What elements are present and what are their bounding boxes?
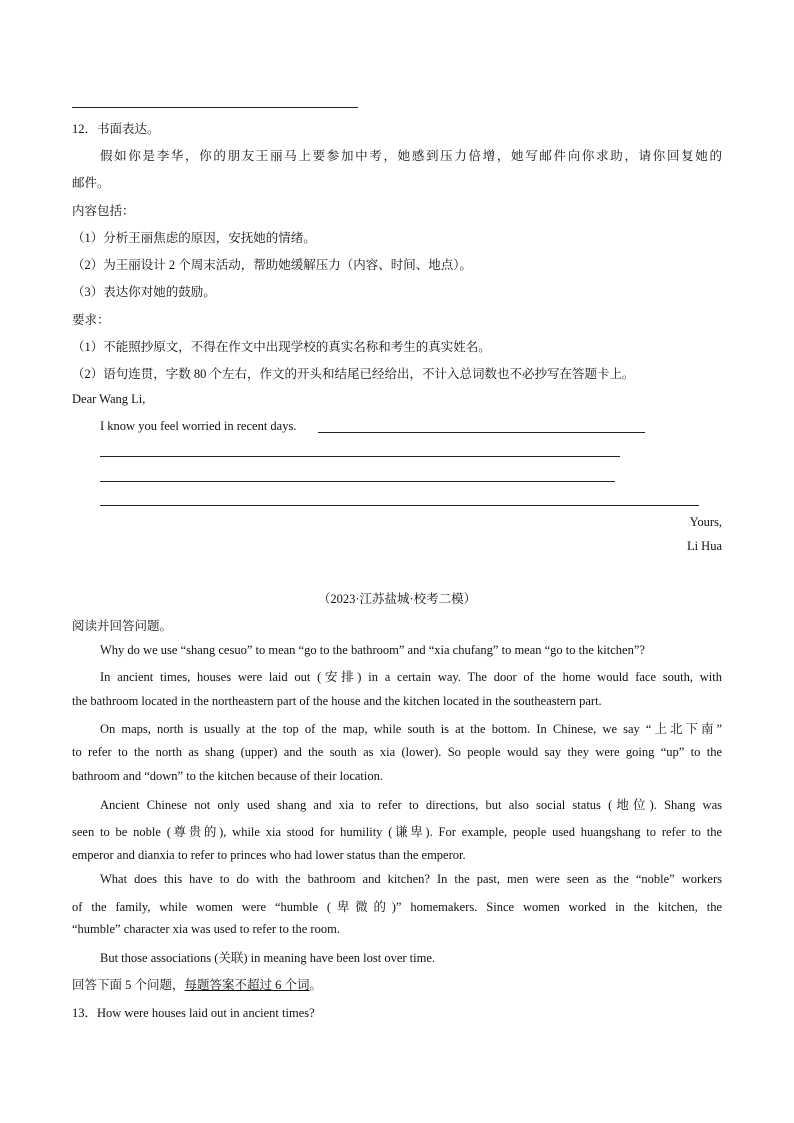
passage-p4-line1: Ancient Chinese not only used shang and xia to refer to directions, but also social status (地位). Shang was	[100, 798, 722, 812]
letter-first-line: I know you feel worried in recent days.	[100, 419, 297, 433]
writing-line-4	[100, 505, 699, 506]
passage-p2-line1: In ancient times, houses were laid out (安排) in a certain way. The door of the home would face south, with	[100, 670, 722, 684]
top-answer-line	[72, 107, 358, 108]
letter-greeting: Dear Wang Li,	[72, 392, 146, 406]
answer-instruction-limit: 每题答案不超过 6 个词	[184, 978, 310, 992]
answer-instruction-suffix: 。	[309, 978, 323, 992]
passage-p3-line1: On maps, north is usually at the top of the map, while south is at the bottom. In Chinese, we say “上北下南”	[100, 722, 722, 736]
content-heading: 内容包括：	[72, 204, 135, 218]
q12-prompt-line1: 假如你是李华，你的朋友王丽马上要参加中考，她感到压力倍增，她写邮件向你求助，请你回复她的	[100, 149, 722, 163]
question-13: 13．How were houses laid out in ancient times?	[72, 1006, 315, 1020]
question-12-number: 12．书面表达。	[72, 122, 160, 136]
letter-closing: Yours,	[689, 515, 722, 529]
passage-p2-line2: the bathroom located in the northeastern part of the house and the kitchen located in the southeastern part.	[72, 694, 602, 708]
requirement-item-1: （1）不能照抄原文，不得在作文中出现学校的真实名称和考生的真实姓名。	[72, 340, 491, 354]
passage-p3-line3: bathroom and “down” to the kitchen because of their location.	[72, 769, 384, 783]
requirement-item-2: （2）语句连贯，字数 80 个左右，作文的开头和结尾已经给出，不计入总词数也不必抄写在答题卡上。	[72, 367, 635, 381]
letter-signature: Li Hua	[686, 539, 722, 553]
writing-line-2	[100, 456, 620, 457]
passage-p4-line3: emperor and dianxia to refer to princes who had lower status than the emperor.	[72, 848, 466, 862]
passage-p3-line2: to refer to the north as shang (upper) and the south as xia (lower). So people would say they were going “up” to the	[72, 745, 722, 759]
passage-p1: Why do we use “shang cesuo” to mean “go to the bathroom” and “xia chufang” to mean “go to the kitchen”?	[100, 643, 645, 657]
passage-p6: But those associations (关联) in meaning have been lost over time.	[100, 951, 435, 965]
requirements-heading: 要求：	[72, 313, 110, 327]
answer-instruction-prefix: 回答下面 5 个问题，	[72, 978, 185, 992]
content-item-2: （2）为王丽设计 2 个周末活动，帮助她缓解压力（内容、时间、地点）。	[72, 258, 473, 272]
passage-p4-line2: seen to be noble (尊贵的), while xia stood for humility (谦卑). For example, people used huangshang to refer to the	[72, 825, 722, 839]
writing-line-3	[100, 481, 615, 482]
reading-instruction: 阅读并回答问题。	[72, 619, 173, 633]
reading-source: （2023·江苏盐城·校考二模）	[317, 592, 477, 606]
q12-prompt-line2: 邮件。	[72, 176, 110, 190]
passage-p5-line3: “humble” character xia was used to refer to the room.	[72, 922, 340, 936]
answer-instruction	[72, 975, 322, 993]
content-item-3: （3）表达你对她的鼓励。	[72, 285, 216, 299]
writing-line-1	[318, 432, 645, 433]
content-item-1: （1）分析王丽焦虑的原因，安抚她的情绪。	[72, 231, 316, 245]
passage-p5-line2: of the family, while women were “humble (卑微的)” homemakers. Since women worked in the kitchen, the	[72, 900, 722, 914]
passage-p5-line1: What does this have to do with the bathroom and kitchen? In the past, men were seen as the “noble” workers	[100, 872, 722, 886]
